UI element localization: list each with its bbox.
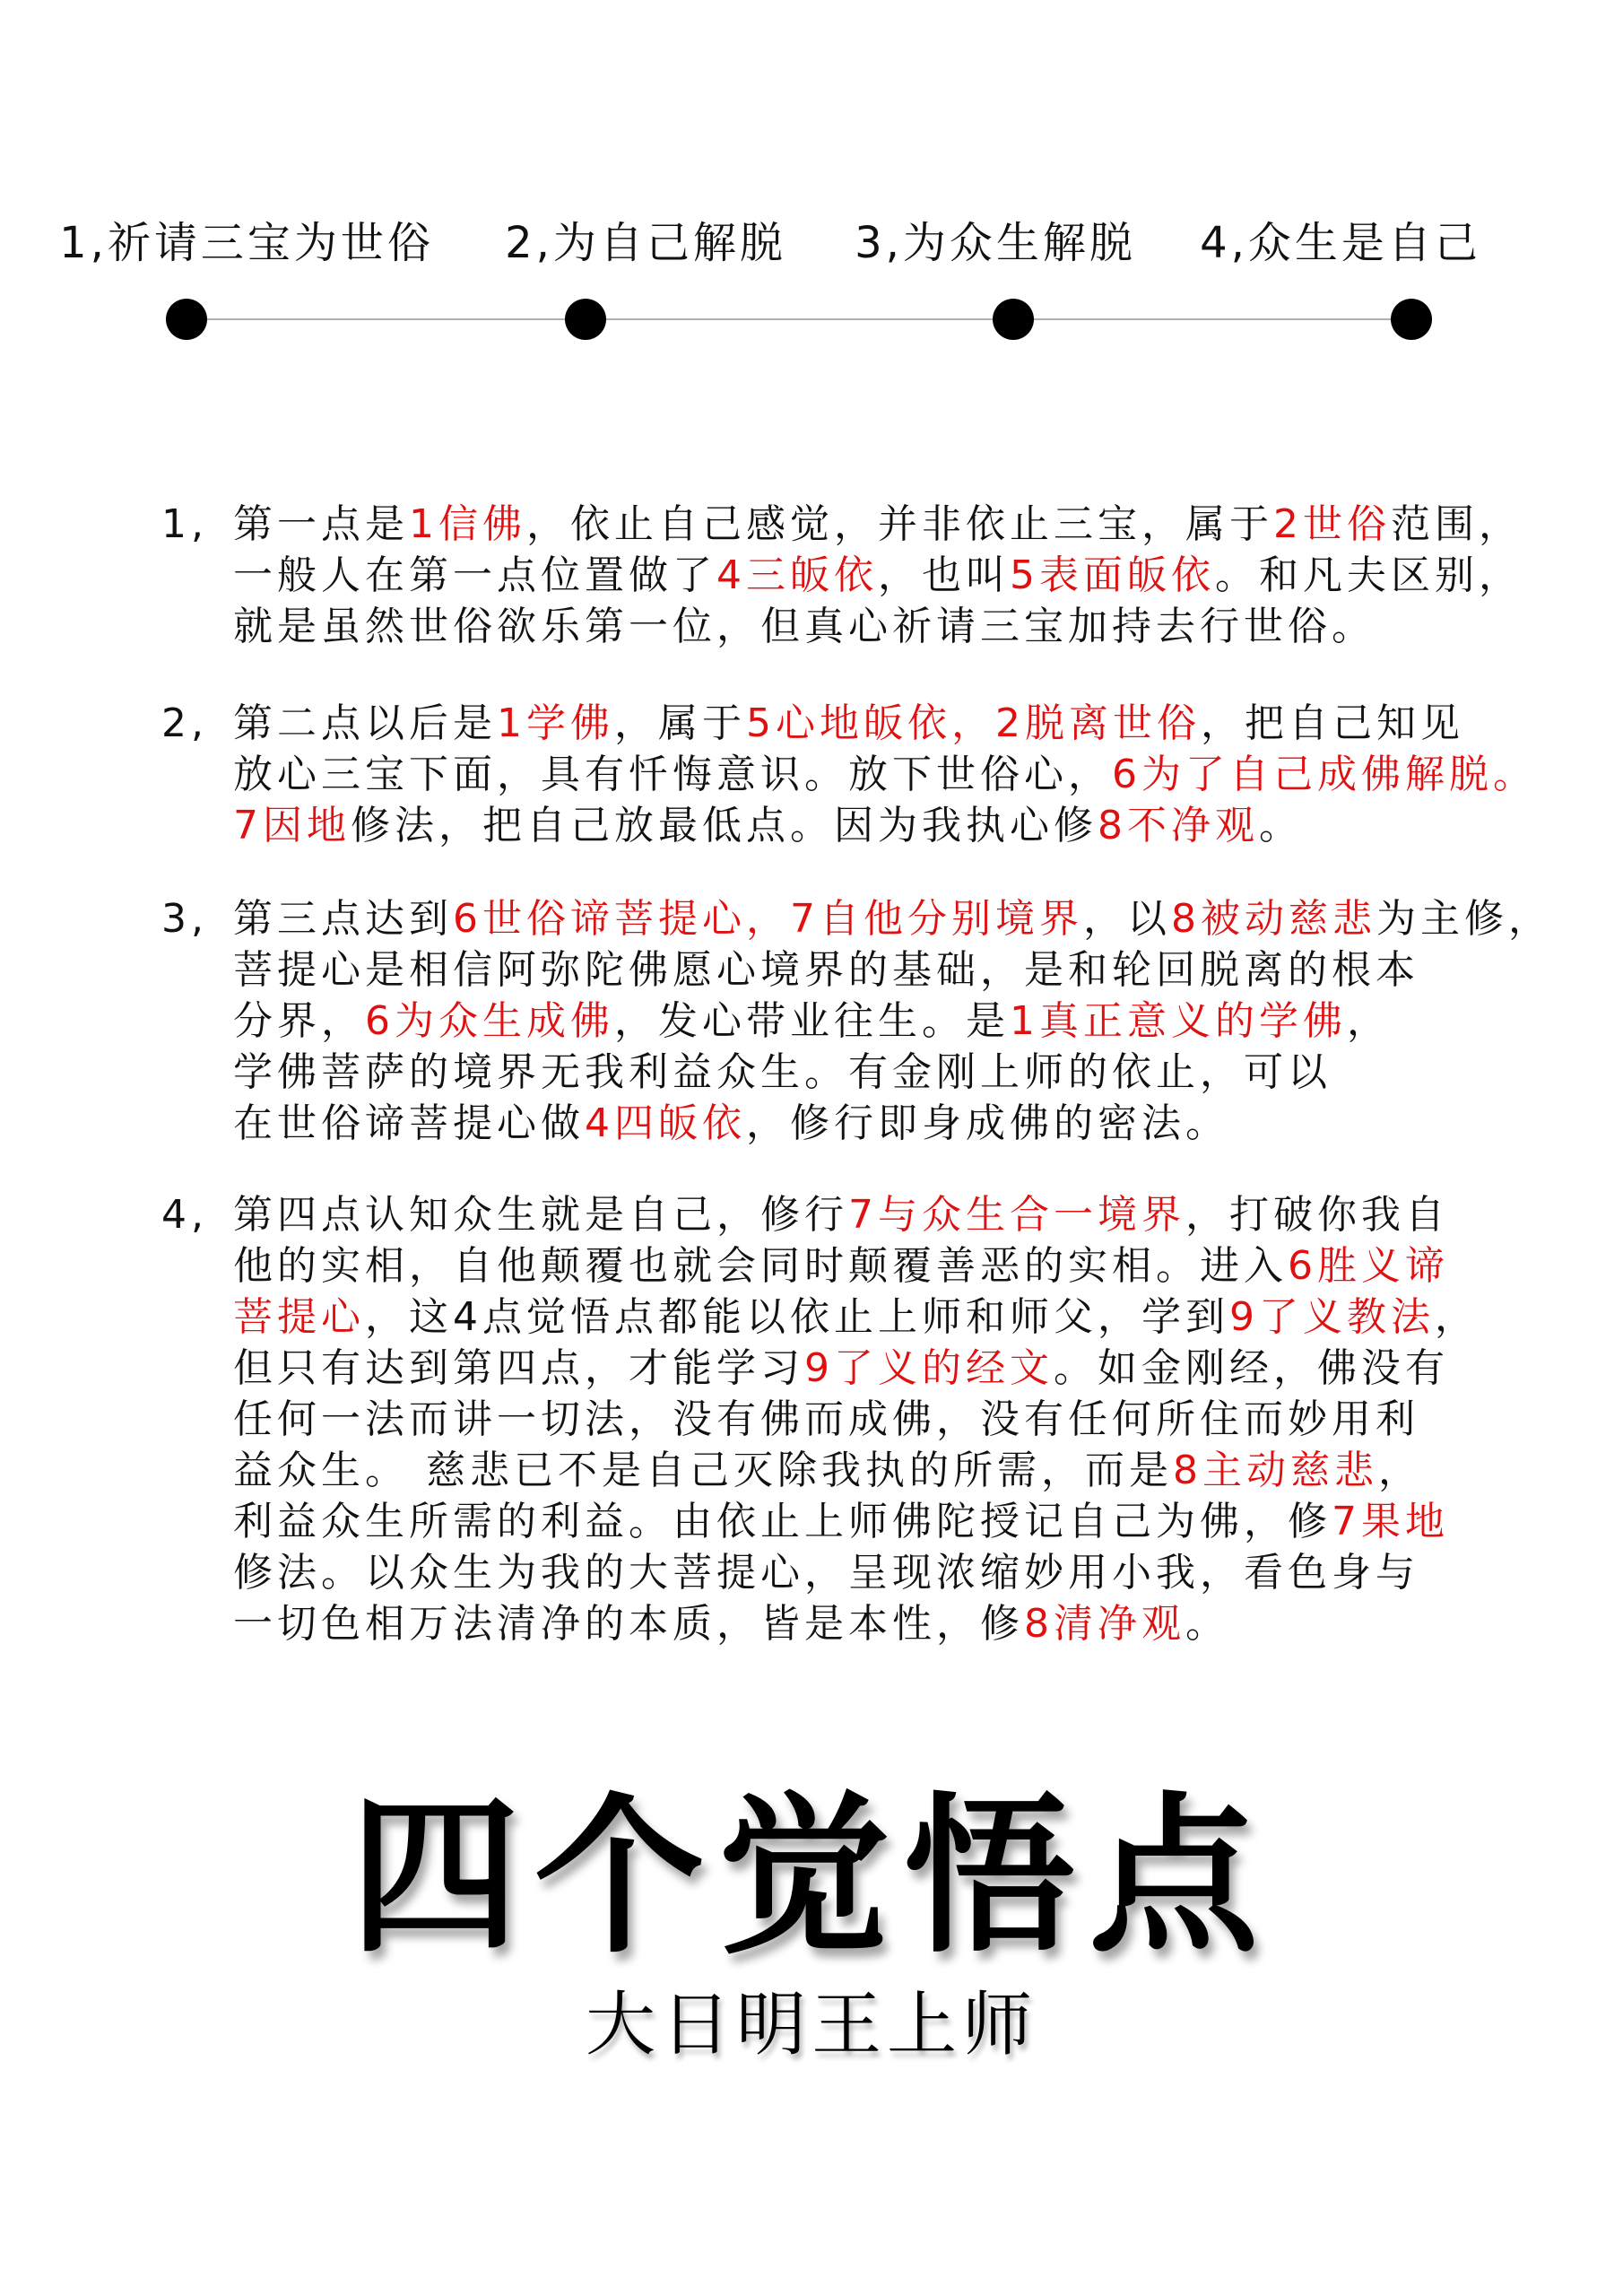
point-4 [161, 1189, 1533, 1649]
point-line [161, 1394, 1533, 1445]
body-text: 。 [1259, 803, 1303, 848]
point-line [161, 601, 1533, 652]
point-number: 1, [161, 501, 208, 547]
body-text: 就是虽然世俗欲乐第一位，但真心祈请三宝加持去行世俗。 [233, 604, 1376, 649]
point-number: 4, [161, 1192, 208, 1238]
point-text [161, 996, 1533, 1047]
body-text: 第三点达到 [233, 896, 453, 942]
point-text [161, 698, 1533, 749]
highlight-text: 2世俗 [1273, 501, 1391, 547]
highlight-text: 6为众生成佛 [365, 998, 614, 1044]
point-line [161, 1343, 1533, 1394]
timeline-dot-1 [166, 299, 207, 340]
body-text: 益众生。 慈悲已不是自己灭除我执的所需，而是 [233, 1448, 1173, 1493]
point-line [161, 499, 1533, 550]
timeline-label-1: 1,祈请三宝为世俗 [59, 218, 434, 268]
point-line [161, 1292, 1533, 1343]
point-1 [161, 499, 1533, 652]
point-line [161, 800, 1533, 851]
point-text [161, 1547, 1533, 1598]
point-line [161, 1496, 1533, 1547]
point-text [161, 499, 1533, 550]
point-text [161, 893, 1552, 944]
highlight-text: 1信佛 [409, 501, 526, 547]
point-line [161, 1047, 1533, 1098]
point-text [161, 1047, 1533, 1098]
body-text: ， [1377, 1448, 1422, 1493]
point-text [161, 1240, 1533, 1292]
body-text: 放心三宝下面，具有忏悔意识。放下世俗心， [233, 752, 1112, 797]
body-text: ，这4点觉悟点都能以依止上师和师父，学到 [365, 1294, 1229, 1340]
point-text [161, 1343, 1533, 1394]
body-text: 第四点认知众生就是自己，修行 [233, 1192, 848, 1238]
timeline-label-2: 2,为自己解脱 [505, 218, 786, 268]
body-text: ，属于 [614, 700, 746, 746]
author-subtitle: 大日明王上师 [585, 1985, 1037, 2066]
body-text: ， [1347, 998, 1391, 1044]
point-line [161, 749, 1537, 800]
body-text: ，打破你我自 [1185, 1192, 1449, 1238]
body-text: 在世俗谛菩提心做 [233, 1100, 585, 1146]
highlight-text: 5表面皈依 [1010, 552, 1215, 598]
point-line [161, 893, 1552, 944]
highlight-text: 6胜义谛 [1288, 1243, 1449, 1289]
point-line [161, 1240, 1533, 1292]
body-text: ，发心带业往生。是 [614, 998, 1010, 1044]
highlight-text: 8不净观 [1098, 803, 1259, 848]
highlight-text: 8清净观 [1024, 1601, 1185, 1647]
point-text [161, 944, 1533, 996]
point-3 [161, 893, 1552, 1149]
highlight-text: 6世俗谛菩提心，7自他分别境界 [453, 896, 1083, 942]
body-text: 学佛菩萨的境界无我利益众生。有金刚上师的依止，可以 [233, 1049, 1332, 1095]
body-text: 为主修， [1376, 896, 1552, 942]
highlight-text: 7与众生合一境界 [848, 1192, 1185, 1238]
body-text: 但只有达到第四点，才能学习 [233, 1345, 804, 1391]
body-text: ，把自己知见 [1201, 700, 1464, 746]
page-title: 四个觉悟点 [349, 1778, 1273, 1976]
point-line [161, 1098, 1533, 1149]
point-line [161, 944, 1533, 996]
point-number: 2, [161, 700, 208, 746]
body-text: 菩提心是相信阿弥陀佛愿心境界的基础，是和轮回脱离的根本 [233, 947, 1419, 993]
highlight-text: 8主动慈悲 [1172, 1448, 1378, 1493]
body-text: 。如金刚经，佛没有 [1054, 1345, 1449, 1391]
highlight-text: 6为了自己成佛解脱。 [1112, 752, 1537, 797]
point-text [161, 1098, 1533, 1149]
point-text [161, 800, 1533, 851]
body-text: 任何一法而讲一切法，没有佛而成佛，没有任何所住而妙用利 [233, 1396, 1419, 1442]
body-text: 。和凡夫区别， [1215, 552, 1523, 598]
body-text: 分界， [233, 998, 365, 1044]
highlight-text: 7果地 [1332, 1499, 1449, 1544]
point-line [161, 550, 1533, 601]
point-text [161, 601, 1533, 652]
point-line [161, 996, 1533, 1047]
body-text: ，也叫 [878, 552, 1010, 598]
highlight-text: 4四皈依 [585, 1100, 746, 1146]
point-text [161, 1445, 1533, 1496]
point-2 [161, 698, 1537, 851]
point-line [161, 1189, 1533, 1240]
body-text: 修法。以众生为我的大菩提心，呈现浓缩妙用小我，看色身与 [233, 1550, 1419, 1596]
timeline-dot-3 [993, 299, 1034, 340]
point-line [161, 1445, 1533, 1496]
timeline-label-3: 3,为众生解脱 [855, 218, 1136, 268]
body-text: ， [1435, 1294, 1479, 1340]
highlight-text: 1学佛 [497, 700, 614, 746]
highlight-text: 9了义的经文 [804, 1345, 1054, 1391]
body-text: ，修行即身成佛的密法。 [746, 1100, 1229, 1146]
timeline-dot-2 [565, 299, 606, 340]
timeline-label-4: 4,众生是自己 [1200, 218, 1481, 268]
highlight-text: 4三皈依 [716, 552, 878, 598]
point-text [161, 1394, 1533, 1445]
body-text: 一切色相万法清净的本质，皆是本性，修 [233, 1601, 1024, 1647]
highlight-text: 1真正意义的学佛 [1010, 998, 1347, 1044]
body-text: 他的实相，自他颠覆也就会同时颠覆善恶的实相。进入 [233, 1243, 1288, 1289]
point-text [161, 1598, 1533, 1649]
point-line [161, 1598, 1533, 1649]
timeline [0, 0, 1623, 377]
highlight-text: 菩提心 [233, 1294, 365, 1340]
body-text: 修法，把自己放最低点。因为我执心修 [351, 803, 1098, 848]
point-number: 3, [161, 896, 208, 942]
point-line [161, 1547, 1533, 1598]
point-line [161, 698, 1533, 749]
point-text [161, 550, 1533, 601]
point-text [161, 1292, 1533, 1343]
point-text [161, 749, 1537, 800]
highlight-text: 7因地 [233, 803, 351, 848]
body-text: ，以 [1083, 896, 1171, 942]
highlight-text: 9了义教法 [1229, 1294, 1435, 1340]
body-text: 一般人在第一点位置做了 [233, 552, 716, 598]
body-text: 第一点是 [233, 501, 409, 547]
point-text [161, 1189, 1533, 1240]
timeline-line [187, 318, 1411, 320]
highlight-text: 5心地皈依，2脱离世俗 [746, 700, 1201, 746]
body-text: 利益众生所需的利益。由依止上师佛陀授记自己为佛，修 [233, 1499, 1332, 1544]
point-text [161, 1496, 1533, 1547]
body-text: 第二点以后是 [233, 700, 497, 746]
timeline-dot-4 [1391, 299, 1432, 340]
body-text: 范围， [1391, 501, 1523, 547]
body-text: ，依止自己感觉，并非依止三宝，属于 [526, 501, 1273, 547]
body-text: 。 [1185, 1601, 1229, 1647]
highlight-text: 8被动慈悲 [1171, 896, 1376, 942]
